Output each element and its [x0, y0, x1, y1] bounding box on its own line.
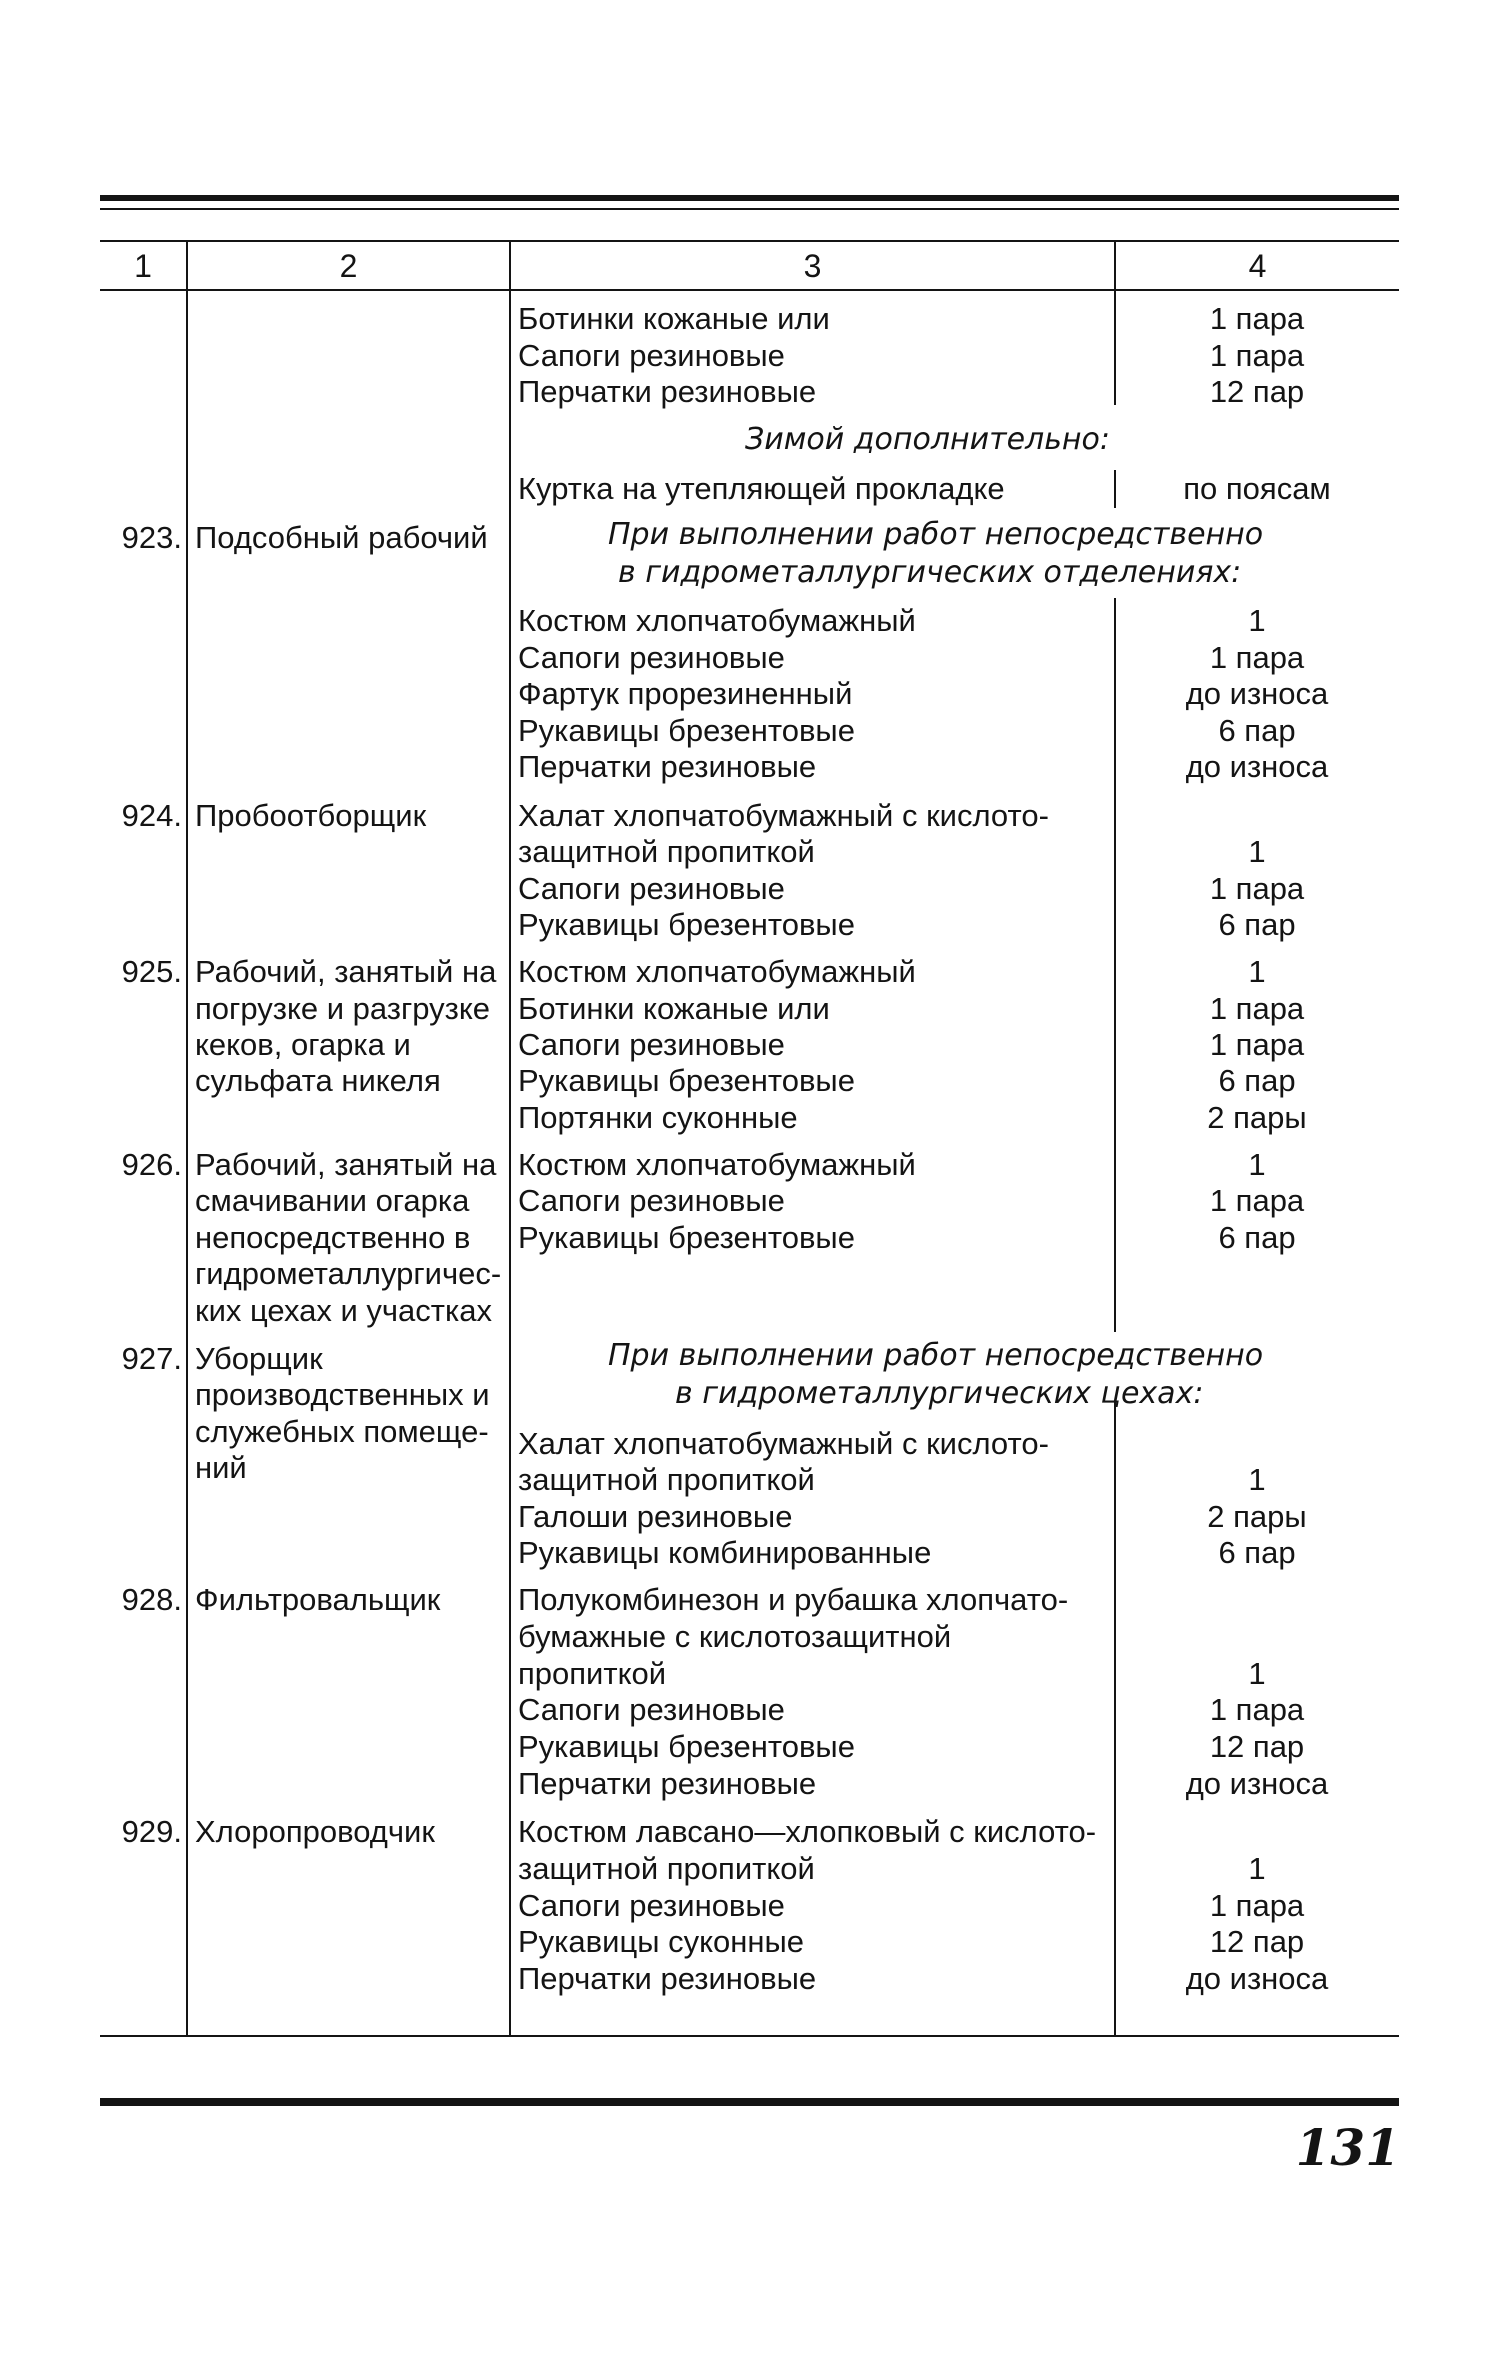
profession-name: Рабочий, занятый на: [195, 954, 497, 989]
profession-name: ний: [195, 1450, 247, 1485]
item-qty: 1 пара: [1209, 991, 1305, 1026]
item-name: Фартук прорезиненный: [518, 676, 853, 711]
column-divider-2: [509, 240, 511, 2037]
header-col-3: 3: [803, 248, 822, 284]
item-name: Рукавицы брезентовые: [518, 1063, 855, 1098]
item-name: Ботинки кожаные или: [518, 301, 830, 336]
item-qty: 1: [1248, 834, 1266, 869]
item-name: Халат хлопчатобумажный с кислото-: [518, 1426, 1049, 1461]
row-number: 927.: [121, 1341, 182, 1376]
profession-name: кеков, огарка и: [195, 1027, 411, 1062]
item-qty: 6 пар: [1218, 1535, 1296, 1570]
item-name: Сапоги резиновые: [518, 1027, 785, 1062]
item-name: Галоши резиновые: [518, 1499, 793, 1534]
item-name: Костюм хлопчатобумажный: [518, 603, 916, 638]
item-name: Рукавицы брезентовые: [518, 1220, 855, 1255]
profession-name: смачивании огарка: [195, 1183, 470, 1218]
item-name: Рукавицы брезентовые: [518, 1729, 855, 1764]
item-qty: 1 пара: [1209, 338, 1305, 373]
item-qty: 1 пара: [1209, 640, 1305, 675]
row-number: 926.: [121, 1147, 182, 1182]
profession-name: Подсобный рабочий: [195, 520, 488, 555]
item-name: Сапоги резиновые: [518, 1888, 785, 1923]
item-qty: 1 пара: [1209, 1027, 1305, 1062]
header-col-4: 4: [1248, 248, 1267, 284]
item-qty: до износа: [1185, 1766, 1329, 1801]
profession-name: ких цехах и участках: [195, 1293, 492, 1328]
item-name: Сапоги резиновые: [518, 640, 785, 675]
item-qty: до износа: [1185, 1961, 1329, 1996]
item-name: Сапоги резиновые: [518, 871, 785, 906]
profession-name: Фильтровальщик: [195, 1582, 441, 1617]
item-qty: 12 пар: [1209, 374, 1305, 409]
profession-name: погрузке и разгрузке: [195, 991, 491, 1026]
profession-name: производственных и: [195, 1377, 490, 1412]
table-bottom-rule: [100, 2035, 1399, 2037]
profession-name: Хлоропроводчик: [195, 1814, 435, 1849]
row-number: 929.: [121, 1814, 182, 1849]
item-qty: 6 пар: [1218, 713, 1296, 748]
item-name: Сапоги резиновые: [518, 338, 785, 373]
row-number: 928.: [121, 1582, 182, 1617]
item-name: Костюм хлопчатобумажный: [518, 954, 916, 989]
item-qty: 1: [1248, 1462, 1266, 1497]
row-number: 925.: [121, 954, 182, 989]
column-divider-1: [186, 240, 188, 2037]
item-qty: 1: [1248, 954, 1266, 989]
item-qty: до износа: [1185, 749, 1329, 784]
header-top-rule: [100, 240, 1399, 242]
item-name: защитной пропиткой: [518, 1851, 815, 1886]
condition-note: При выполнении работ непосредственно: [608, 1338, 1264, 1373]
item-name: Ботинки кожаные или: [518, 991, 830, 1026]
item-name: Портянки суконные: [518, 1100, 798, 1135]
item-qty: 6 пар: [1218, 907, 1296, 942]
item-name: Сапоги резиновые: [518, 1692, 785, 1727]
top-rule-thin: [100, 208, 1399, 210]
item-name: Перчатки резиновые: [518, 1961, 817, 1996]
item-name: Рукавицы суконные: [518, 1924, 805, 1959]
page-number: 131: [1295, 2118, 1400, 2177]
item-qty: 1: [1248, 1656, 1266, 1691]
item-qty: 6 пар: [1218, 1063, 1296, 1098]
profession-name: Пробоотборщик: [195, 798, 427, 833]
item-qty: по поясам: [1183, 471, 1331, 506]
profession-name: сульфата никеля: [195, 1063, 441, 1098]
footer-rule-thick: [100, 2098, 1399, 2106]
item-name: Костюм хлопчатобумажный: [518, 1147, 916, 1182]
profession-name: служебных помеще-: [195, 1414, 489, 1449]
item-name: Перчатки резиновые: [518, 749, 817, 784]
header-bottom-rule: [100, 289, 1399, 291]
condition-note: При выполнении работ непосредственно: [608, 517, 1264, 552]
item-name: Полукомбинезон и рубашка хлопчато-: [518, 1582, 1069, 1617]
row-number: 924.: [121, 798, 182, 833]
item-name: защитной пропиткой: [518, 834, 815, 869]
item-qty: 2 пары: [1207, 1100, 1307, 1135]
winter-note: Зимой дополнительно:: [745, 422, 1110, 457]
condition-note: в гидрометаллургических отделениях:: [618, 555, 1242, 590]
item-qty: до износа: [1185, 676, 1329, 711]
profession-name: гидрометаллургичес-: [195, 1256, 502, 1291]
item-name: Халат хлопчатобумажный с кислото-: [518, 798, 1049, 833]
item-qty: 1: [1248, 603, 1266, 638]
item-name: Рукавицы брезентовые: [518, 907, 855, 942]
item-qty: 1 пара: [1209, 1888, 1305, 1923]
item-qty: 12 пар: [1209, 1924, 1305, 1959]
item-name: Куртка на утепляющей прокладке: [518, 471, 1005, 506]
top-rule-thick: [100, 195, 1399, 201]
item-qty: 12 пар: [1209, 1729, 1305, 1764]
item-name: пропиткой: [518, 1656, 667, 1691]
item-name: Перчатки резиновые: [518, 374, 817, 409]
profession-name: Рабочий, занятый на: [195, 1147, 497, 1182]
item-name: защитной пропиткой: [518, 1462, 815, 1497]
item-name: Сапоги резиновые: [518, 1183, 785, 1218]
item-name: Перчатки резиновые: [518, 1766, 817, 1801]
profession-name: Уборщик: [195, 1341, 323, 1376]
item-qty: 1: [1248, 1851, 1266, 1886]
item-qty: 1 пара: [1209, 1692, 1305, 1727]
item-name: Рукавицы брезентовые: [518, 713, 855, 748]
item-name: Костюм лавсано—хлопковый с кислото-: [518, 1814, 1097, 1849]
row-number: 923.: [121, 520, 182, 555]
item-qty: 1 пара: [1209, 301, 1305, 336]
condition-note: в гидрометаллургических цехах:: [675, 1376, 1204, 1411]
header-col-2: 2: [339, 248, 358, 284]
header-col-1: 1: [134, 248, 152, 284]
item-qty: 2 пары: [1207, 1499, 1307, 1534]
item-qty: 1: [1248, 1147, 1266, 1182]
item-name: бумажные с кислотозащитной: [518, 1619, 952, 1654]
item-qty: 1 пара: [1209, 871, 1305, 906]
item-qty: 6 пар: [1218, 1220, 1296, 1255]
item-name: Рукавицы комбинированные: [518, 1535, 932, 1570]
item-qty: 1 пара: [1209, 1183, 1305, 1218]
profession-name: непосредственно в: [195, 1220, 471, 1255]
